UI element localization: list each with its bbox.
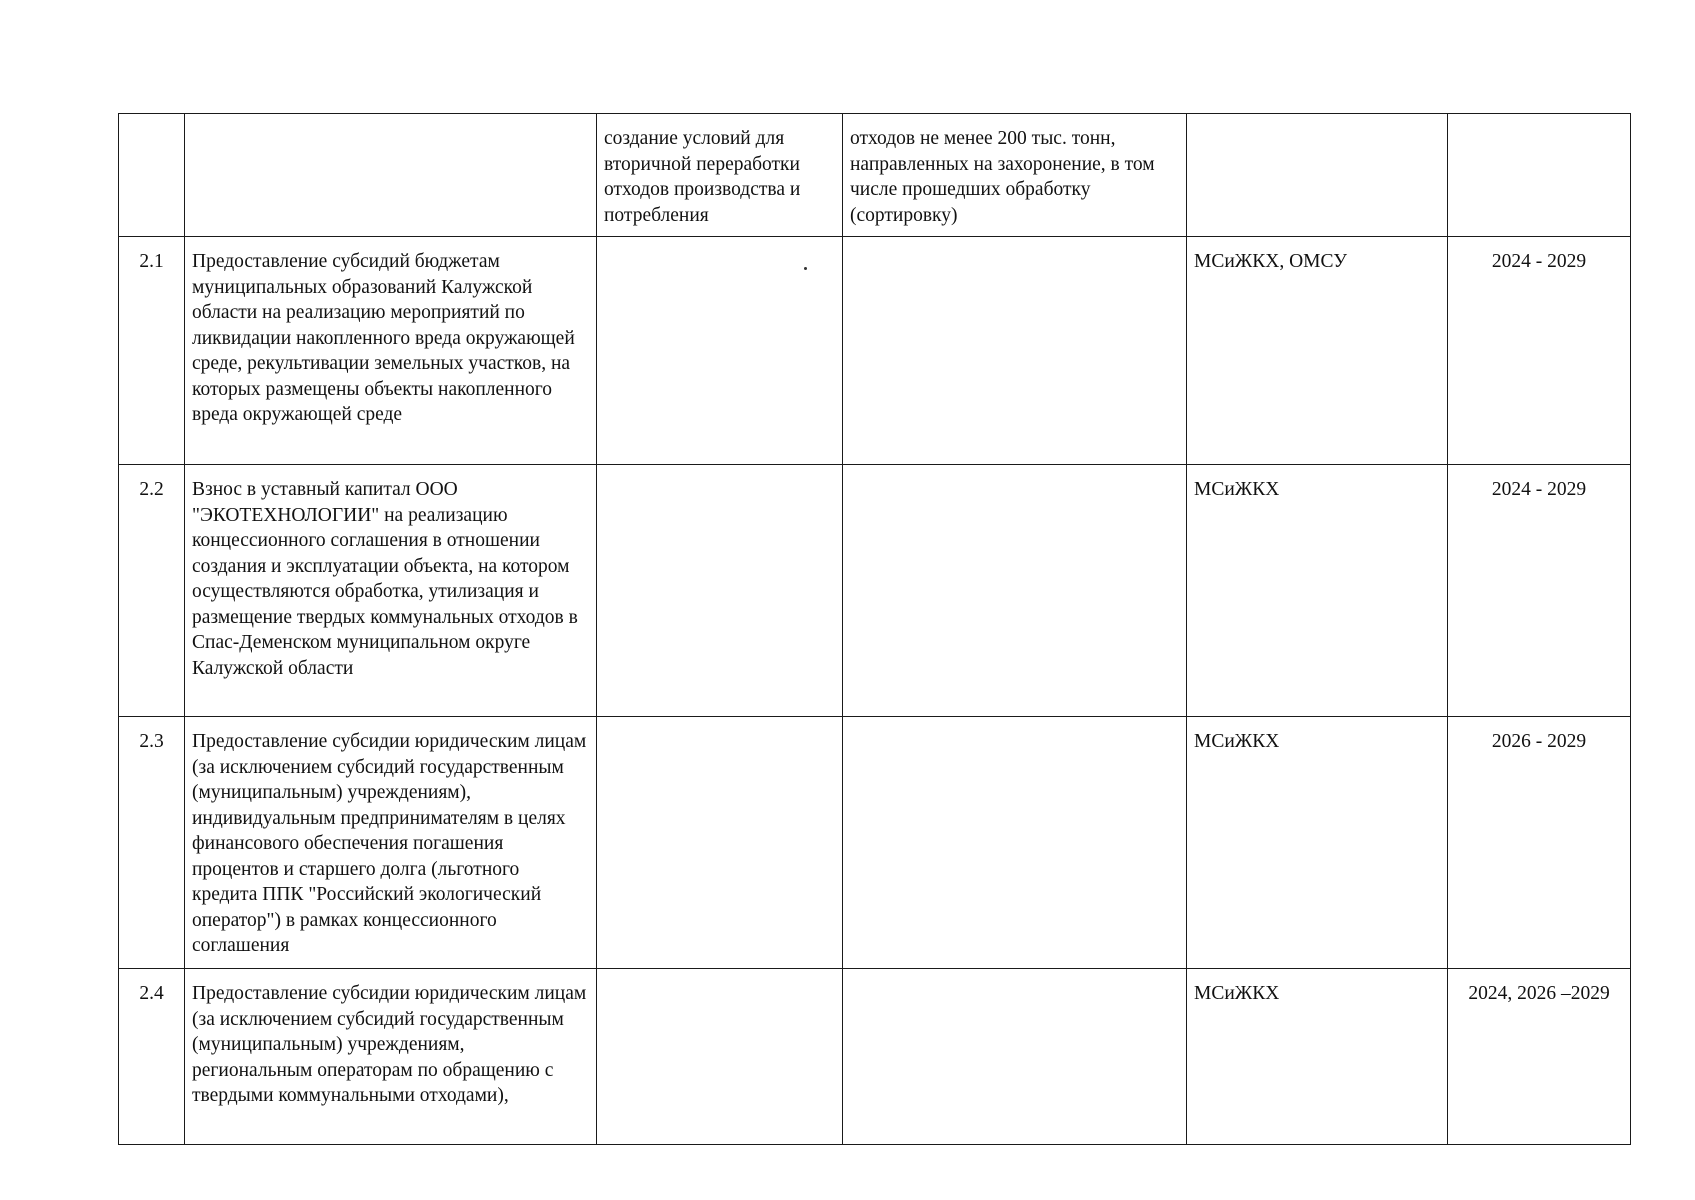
stray-dot-mark bbox=[804, 267, 807, 270]
period-cell bbox=[1448, 114, 1631, 237]
continuation-row bbox=[119, 114, 1631, 237]
table-row bbox=[119, 465, 1631, 717]
row-number: 2.1 bbox=[119, 237, 185, 465]
result-cell bbox=[843, 237, 1187, 465]
table-row bbox=[119, 237, 1631, 465]
measures-table bbox=[118, 113, 1631, 1145]
task-cell bbox=[597, 465, 843, 717]
table-row bbox=[119, 969, 1631, 1145]
measure-name: Предоставление субсидии юридическим лицам (за исключением субсидий государственным (муниципальным) учреждениям), индивидуальным предпринимателям в целях финансового обеспечения погашения процентов и старшего долга (льготного кредита ППК "Российский экологический оператор") в рамках концессионного соглашения bbox=[185, 717, 597, 969]
result-cell bbox=[843, 969, 1187, 1145]
row-number: 2.4 bbox=[119, 969, 185, 1145]
measure-name: Взнос в уставный капитал ООО "ЭКОТЕХНОЛОГИИ" на реализацию концессионного соглашения в отношении создания и эксплуатации объекта, на котором осуществляются обработка, утилизация и размещение твердых коммунальных отходов в Спас-Деменском муниципальном округе Калужской области bbox=[185, 465, 597, 717]
row-number: 2.2 bbox=[119, 465, 185, 717]
executor-cell: МСиЖКХ bbox=[1187, 969, 1448, 1145]
task-cell bbox=[597, 717, 843, 969]
period-cell: 2024 - 2029 bbox=[1448, 237, 1631, 465]
executor-cell: МСиЖКХ, ОМСУ bbox=[1187, 237, 1448, 465]
task-cell bbox=[597, 237, 843, 465]
table-row bbox=[119, 717, 1631, 969]
task-cell bbox=[597, 969, 843, 1145]
period-cell: 2026 - 2029 bbox=[1448, 717, 1631, 969]
result-cell bbox=[843, 465, 1187, 717]
measure-name: Предоставление субсидий бюджетам муниципальных образований Калужской области на реализацию мероприятий по ликвидации накопленного вреда окружающей среде, рекультивации земельных участков, на которых размещены объекты накопленного вреда окружающей среде bbox=[185, 237, 597, 465]
measure-name bbox=[185, 114, 597, 237]
period-cell: 2024, 2026 –2029 bbox=[1448, 969, 1631, 1145]
task-cell: создание условий для вторичной переработки отходов производства и потребления bbox=[597, 114, 843, 237]
executor-cell bbox=[1187, 114, 1448, 237]
row-number bbox=[119, 114, 185, 237]
result-cell: отходов не менее 200 тыс. тонн, направленных на захоронение, в том числе прошедших обработку (сортировку) bbox=[843, 114, 1187, 237]
measure-name: Предоставление субсидии юридическим лицам (за исключением субсидий государственным (муниципальным) учреждениям, региональным операторам по обращению с твердыми коммунальными отходами), bbox=[185, 969, 597, 1145]
result-cell bbox=[843, 717, 1187, 969]
row-number: 2.3 bbox=[119, 717, 185, 969]
executor-cell: МСиЖКХ bbox=[1187, 717, 1448, 969]
period-cell: 2024 - 2029 bbox=[1448, 465, 1631, 717]
executor-cell: МСиЖКХ bbox=[1187, 465, 1448, 717]
